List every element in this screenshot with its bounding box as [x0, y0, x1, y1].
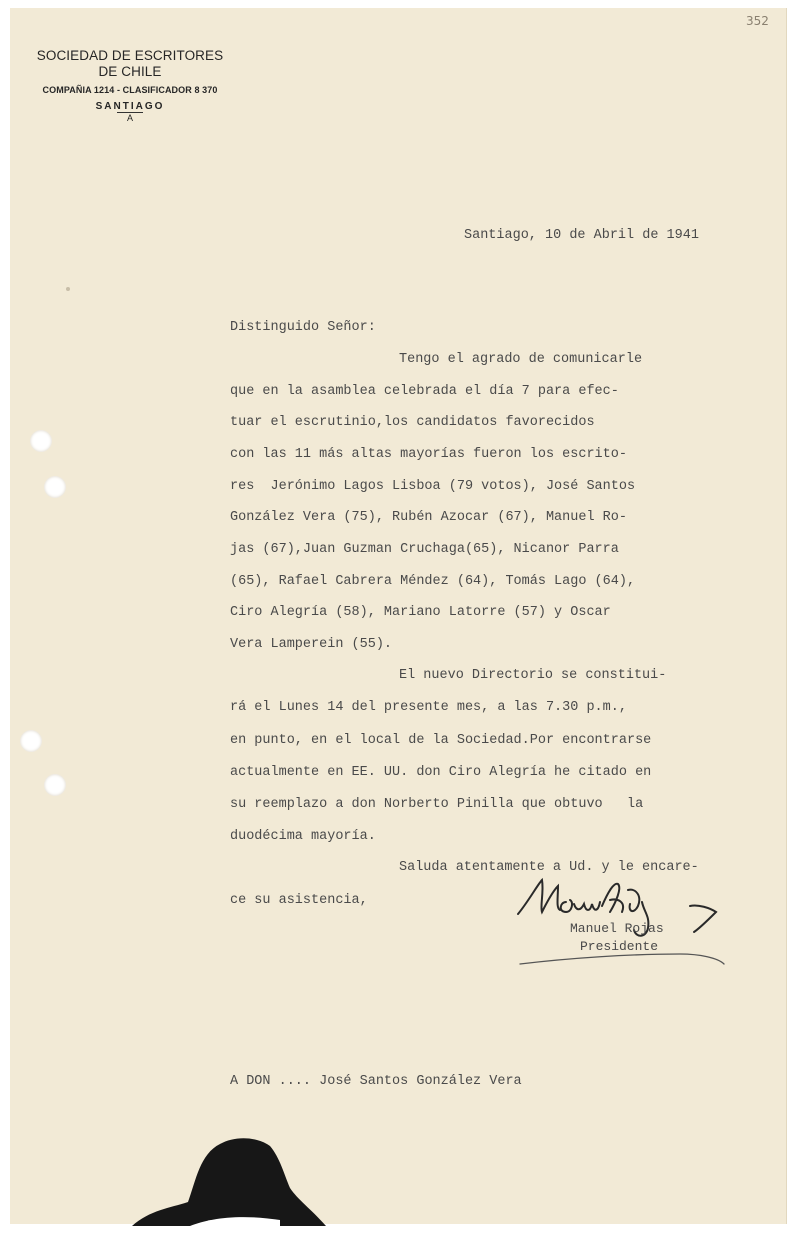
signature-name: Manuel Rojas: [570, 921, 664, 936]
body-line: tuar el escrutinio,los candidatos favorecidos: [230, 415, 595, 430]
letterhead: [28, 48, 232, 124]
ink-stain: [130, 1130, 330, 1230]
salutation: Distinguido Señor:: [230, 320, 376, 335]
body-line: jas (67),Juan Guzman Cruchaga(65), Nicanor Parra: [230, 542, 619, 557]
addressee-prefix: A DON ....: [230, 1074, 312, 1089]
letterhead-org-line1: SOCIEDAD DE ESCRITORES: [36, 48, 224, 63]
body-line: Saluda atentamente a Ud. y le encare-: [399, 860, 699, 875]
binder-hole: [44, 774, 66, 796]
body-line: que en la asamblea celebrada el día 7 para efec-: [230, 384, 619, 399]
body-line: su reemplazo a don Norberto Pinilla que obtuvo la: [230, 797, 644, 812]
binder-hole: [30, 430, 52, 452]
body-line: duodécima mayoría.: [230, 829, 376, 844]
letterhead-address: COMPAÑIA 1214 - CLASIFICADOR 8 370: [42, 85, 218, 95]
letterhead-org-line2: DE CHILE: [98, 64, 162, 79]
paper-speck: [66, 287, 70, 291]
body-line: ce su asistencia,: [230, 893, 368, 908]
signature-title: Presidente: [580, 939, 659, 954]
binder-hole: [44, 476, 66, 498]
body-line: actualmente en EE. UU. don Ciro Alegría he citado en: [230, 765, 652, 780]
body-line: Ciro Alegría (58), Mariano Latorre (57) y Oscar: [230, 605, 611, 620]
body-line: González Vera (75), Rubén Azocar (67), Manuel Ro-: [230, 510, 627, 525]
body-line: Vera Lamperein (55).: [230, 637, 393, 652]
body-line: en punto, en el local de la Sociedad.Por encontrarse: [230, 733, 652, 748]
body-line: res Jerónimo Lagos Lisboa (79 votos), José Santos: [230, 479, 636, 494]
body-line: rá el Lunes 14 del presente mes, a las 7.30 p.m.,: [230, 700, 627, 715]
letterhead-mark: A: [117, 112, 143, 124]
body-line: El nuevo Directorio se constitui-: [399, 668, 667, 683]
addressee: [230, 1074, 522, 1089]
date-line: Santiago, 10 de Abril de 1941: [464, 228, 699, 243]
binder-hole: [20, 730, 42, 752]
body-line: con las 11 más altas mayorías fueron los escrito-: [230, 447, 627, 462]
archive-number: 352: [746, 14, 769, 28]
addressee-name: José Santos González Vera: [319, 1074, 522, 1089]
body-line: Tengo el agrado de comunicarle: [399, 352, 643, 367]
body-line: (65), Rafael Cabrera Méndez (64), Tomás Lago (64),: [230, 574, 636, 589]
letterhead-city: SANTIAGO: [95, 101, 165, 112]
